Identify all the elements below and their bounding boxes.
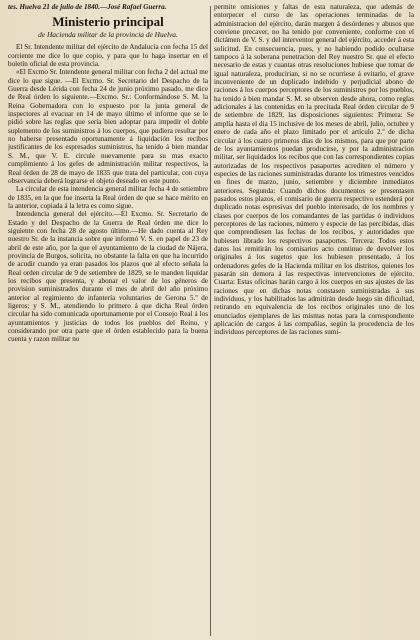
article-heading: Ministerio principal <box>52 14 164 30</box>
paragraph: El Sr. Intendente militar del ejército de Andalucía con fecha 15 del corriente me dice lo que copio, y para que lo haga insertar en el boletín oficial de esta provincia. <box>8 43 208 69</box>
dateline: tes. Huelva 21 de julio de 1840.—José Rafael Guerra. <box>8 3 167 11</box>
continuation-text: permite omisiones y faltas de esta naturaleza, que además de entorpecer el curso de las operaciones terminadas de la administracion del ejército, darán margen á desórdenes y abusos que conviene precaver, no ha tenido por conveniente, conforme con el dictámen de V. S. y del interventor general del ejército, acceder á esta solicitud. En consecuencia, pues, y no habiendo podido ocultarse tampoco á la soberana penetracion del Rey nuestro Sr. que el efecto necesario de estas y cuantas otras resoluciones hubiese que tomar de igual naturaleza, producirian, si no se ocurriese á evitarlo, el grave inconveniente de un duplicado indebido y perjudicial abono de raciones á los cuerpos perceptores de los suministros por los pueblos, ha tenido á bien mandar S. M. se observen desde ahora, como reglas adicionales á las contenidas en la precitada Real órden circular de 9 de setiembre de 1829, las disposiciones siguientes: Primera: Se amplía hasta el dia 15 inclusive de los meses de abril, julio, octubre y enero de cada año el plazo limitado por el artículo 2.º de dicha circular á los cuatro primeros días de los mismos, para que por parte de los ayuntamientos puedan producirse, y por la administracion militar, ser liquidados los recibos que con las correspondientes copias autorizadas de los respectivos pasaportes acrediten el número y especies de las raciones suministradas durante los trimestres vencidos en fines de marzo, junio, setiembre y diciembre inmediatos anteriores. Segunda: Cuando dichos documentos se presentasen pasados estos plazos, el comisario de guerra respectivo estenderá por duplicado notas espresivas del pueblo interesado, de los nombres y clases por cuerpos de los comandantes de las partidas ó individuos perceptores de las raciones, número y especie de las percibidas, días que comprendiesen las fechas de los recibos, y autoridades que hubiesen librado los respectivos pasaportes. Tercera: Todos estos datos los remitirán los comisarios acto continuo de devolver los originales á los sugetos que los hubiesen presentado, á los ordenadores gefes de la Hacienda militar en los distritos, quienes los pasarán sin demora á las respectivas intervenciones de ejército. Cuarta: Estas oficinas harán cargo á los cuerpos en sus ajustes de las raciones que en dichas notas constasen suministradas á sus individuos, y los habilitados las admitirán desde luego sin dificultad, retirando en equivalencia de los recibos originales uno de los enunciados ejemplares de las mismas notas para la correspondiente aplicación de cargos á las compañías, según la procedencia de los individuos perceptores de las raciones sumi- <box>214 3 414 337</box>
article-subheading: de Hacienda militar de la provincia de Huelva. <box>38 30 178 40</box>
column-divider <box>210 6 211 636</box>
paragraph: Intendencia general del ejército.—El Excmo. Sr. Secretario de Estado y del Despacho de la Guerra de Real órden me dice lo siguiente con fecha 28 de agosto último.—He dado cuenta al Rey nuestro Sr. de la instancia sobre que informó V. S. en papel de 23 de abril de este año, por la que el ayuntamiento de la ciudad de Nájera, provincia de Burgos, solicita, no obstante la falta en que ha incurrido de acudir cuando ya eran pasados los plazos que al efecto señala la Real orden circular de 9 de setiembre de 1829, se le manden liquidar los recibos que presenta, y abonar el valor de los géneros de provision suministrados durante el mes de abril del año próximo anterior al regimiento de infantería voluntarios de Gerona 5.º de ligeros; y S. M., atendiendo lo primero á que dicha Real órden circular ha sido comunicada oportunamente por el Consejo Real á los ayuntamientos y justicias de todos los pueblos del Reino, y considerando por otra parte que el órden establecido para la buena cuenta y razon militar no <box>8 210 208 344</box>
left-column <box>8 3 208 638</box>
right-column <box>214 3 414 638</box>
paragraph: La circular de esta intendencia general militar fecha 4 de setiembre de 1835, en la que fue inserta la Real órden de que se hace mérito en la anterior, copiada á la letra es como sigue. <box>8 185 208 210</box>
paragraph: «El Excmo Sr. Intendente general militar con fecha 2 del actual me dice lo que sigue. —El Excmo. Sr. Secretario del Despacho de la Guerra desde Lérida con fecha 24 de junio próximo pasado, me dice de Real órden lo siguiente.—Excmo. Sr.: Conformándose S. M. la Reina Gobernadora con lo expuesto por la junta general de inspectores al evacuar en 14 de mayo último el informe que se le pidió sobre las reglas que sería bien adoptar para impedir el doble suplemento de los suministros á los cuerpos, que pudiera resultar por no haberse presentado oportunamente á liquidación los recibos justificantes de los espresados suministros, ha tenido á bien mandar S. M., que V. E. circule nuevamente para su mas exacto cumplimiento á los gefes de administración militar respectivos, la Real órden de 28 de mayo de 1835 que trata del particular, con cuya observancia deberá lograrse el objeto deseado en este punto. <box>8 68 208 185</box>
